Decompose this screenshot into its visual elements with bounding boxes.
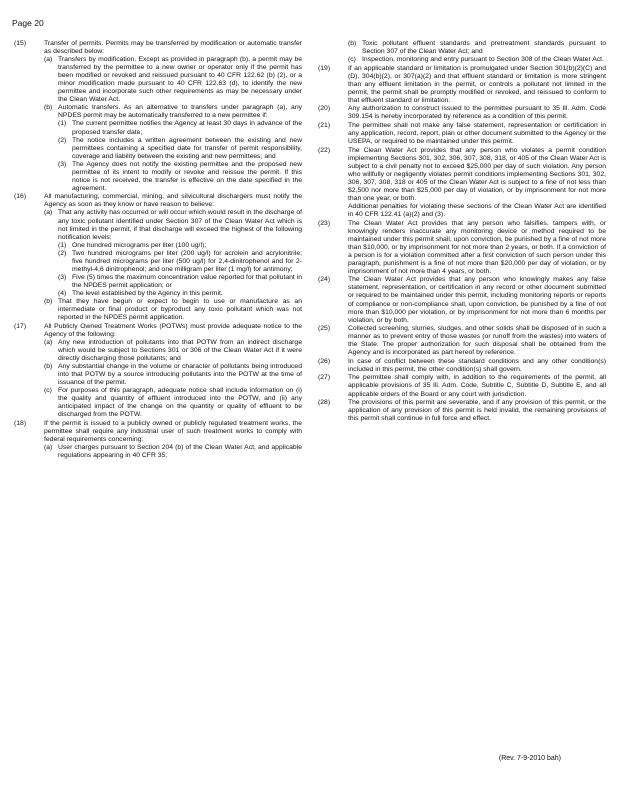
condition-text: The provisions of this permit are severable, and if any provision of this permit, or the application of any provision of this permit is held invalid, the remaining provisions of this permit shall continue in full force and effect. <box>348 399 606 423</box>
condition-number: (19) <box>318 64 331 72</box>
condition-number: (21) <box>318 121 331 129</box>
condition-24 <box>318 276 606 324</box>
condition-text: In case of conflict between these standard conditions and any other condition(s) included in this permit, the other condition(s) shall govern. <box>348 357 606 373</box>
subcondition-16a2 <box>58 250 302 274</box>
sub-text: User charges pursuant to Section 204 (b) of the Clean Water Act, and applicable regulations appearing in 40 CFR 35; <box>58 443 302 459</box>
sub-text: Two hundred micrograms per liter (200 ug/l) for acrolein and acrylonitrile; five hundred micrograms per liter (500 ug/l) for 2,4-dinitrophenol and for 2-methyl-4,6 dinitrophenol; and one milligram per liter (1 mg/l) for antimony; <box>72 249 302 273</box>
condition-number: (17) <box>14 322 27 330</box>
condition-text: The Clean Water Act provides that any person who violates a permit condition implementing Sections 301, 302, 306, 307, 308, 318, or 405 of the Clean Water Act is subject to a civil penalty not to exceed $25,000 per day of such violation. Any person who willfully or negligently violates permit conditions implementing Sections 301, 302, 306, 307, 308, 318 or 405 of the Clean Water Act is subject to a fine of not less than $2,500 nor more than $25,000 per day of violation, or by imprisonment for not more than one year, or both. <box>348 146 606 202</box>
condition-15 <box>14 40 302 193</box>
page-number: Page 20 <box>12 18 44 28</box>
sub-text: Any new introduction of pollutants into that POTW from an indirect discharge which would be subject to Sections 301 or 306 of the Clean Water Act if it were directly discharging those pollutants; and <box>58 338 302 362</box>
condition-number: (26) <box>318 357 331 365</box>
sub-label: (a) <box>44 443 53 451</box>
condition-text: The permittee shall not make any false statement, representation or certification in any application, record, report, plan or other document submitted to the Agency or the USEPA, or required to be maintained under this permit. <box>348 121 606 146</box>
right-column <box>318 40 606 424</box>
condition-text: Transfer of permits. Permits may be transferred by modification or automatic transfer as described below: <box>44 40 302 56</box>
condition-text: All Publicly Owned Treatment Works (POTWs) must provide adequate notice to the Agency of the following: <box>44 322 302 338</box>
condition-text: Any authorization to construct issued to the permittee pursuant to 35 Ill. Adm. Code 309.154 is hereby incorporated by reference as a condition of this permit. <box>348 105 606 121</box>
condition-18-continued <box>318 40 606 64</box>
subcondition-17a <box>44 339 302 363</box>
condition-number: (23) <box>318 219 331 227</box>
sub-text: Inspection, monitoring and entry pursuant to Section 308 of the Clean Water Act. <box>362 56 604 64</box>
sub-text: Toxic pollutant effluent standards and pretreatment standards pursuant to Section 307 of the Clean Water Act; and <box>362 40 606 56</box>
sub-label: (b) <box>44 298 53 305</box>
sub-text: Any substantial change in the volume or character of pollutants being introduced into that POTW by a source introducing pollutants into the POTW at the time of issuance of the permit. <box>58 362 302 386</box>
sub-text: Transfers by modification. Except as provided in paragraph (b), a permit may be transferred by the permittee to a new owner or operator only if the permit has been modified or revoked and reissued pursuant to 40 CFR 122.62 (b) (2), or a minor modification made pursuant to 40 CFR 122.63 (d), to identify the new permittee and incorporate such other requirements as may be necessary under the Clean Water Act. <box>58 56 302 104</box>
condition-number: (27) <box>318 374 331 382</box>
sub-text: That they have begun or expect to begin to use or manufacture as an intermediate or final product or byproduct any toxic pollutant which was not reported in the NPDES permit application. <box>58 298 302 322</box>
condition-number: (28) <box>318 399 331 407</box>
condition-text: The Clean Water Act provides that any person who falsifies, tampers with, or knowingly renders inaccurate any monitoring device or method required to be maintained under this permit shall, upon conviction, be punished by a fine of not more than $10,000, or by imprisonment for not more than 2 years, or both. If a conviction of a person is for a violation committed after a first conviction of such person under this paragraph, punishment is a fine of not more than $20,000 per day of violation, or by imprisonment of not more than 4 years, or both. <box>348 219 606 275</box>
condition-text: All manufacturing, commercial, mining, and silvicultural dischargers must notify the Agency as soon as they know or have reason to believe: <box>44 193 302 209</box>
condition-26 <box>318 358 606 374</box>
subcondition-17b <box>44 363 302 387</box>
subcondition-18a <box>44 444 302 460</box>
condition-20 <box>318 105 606 121</box>
sub-text: Five (5) times the maximum concentration value reported for that pollutant in the NPDES permit application; or <box>72 273 302 289</box>
sub-text: That any activity has occurred or will occur which would result in the discharge of any toxic pollutant identified under Section 307 of the Clean Water Act which is not limited in the permit, if that discharge will exceed the highest of the following notification levels: <box>58 209 302 241</box>
condition-text: The permittee shall comply with, in addition to the requirements of the permit, all applicable provisions of 35 Ill. Adm. Code, Subtitle C, Subtitle D, Subtitle E, and all applicable orders of the Board or any court with jurisdiction. <box>348 374 606 398</box>
condition-17 <box>14 323 302 420</box>
condition-23 <box>318 220 606 276</box>
revision-footer: (Rev. 7-9-2010 bah) <box>498 755 561 762</box>
condition-28 <box>318 399 606 423</box>
sub-label: (a) <box>44 56 53 64</box>
sub-text: The current permittee notifies the Agency at least 30 days in advance of the proposed transfer date; <box>72 120 302 136</box>
sub-label: (c) <box>348 56 356 64</box>
sub-label: (b) <box>44 104 53 112</box>
sub-label: (b) <box>44 362 53 370</box>
subcondition-16b <box>44 298 302 322</box>
subcondition-15b2 <box>58 137 302 161</box>
sub-label: (a) <box>44 338 53 346</box>
subcondition-15b1 <box>58 120 302 136</box>
condition-text: The Clean Water Act provides that any person who knowingly makes any false statement, representation, or certification in any record or other document submitted or required to be maintained under this permit, including monitoring reports or reports of compliance or non-compliance shall, upon conviction, be punished by a fine of not more than $10,000 per violation, or by imprisonment for not more than 6 months per violation, or by both. <box>348 276 606 324</box>
sub-label: (1) <box>58 241 67 249</box>
condition-text: If an applicable standard or limitation is promulgated under Section 301(b)(2)(C) and (D), 304(b)(2), or 307(a)(2) and that effluent standard or limitation is more stringent than any effluent limitation in the permit, or controls a pollutant not limited in the permit, the permit shall be promptly modified or revoked, and reissued to conform to that effluent standard or limitation. <box>348 64 606 104</box>
sub-label: (c) <box>44 387 52 395</box>
condition-number: (15) <box>14 40 27 47</box>
sub-label: (1) <box>58 120 67 128</box>
condition-27 <box>318 374 606 398</box>
condition-number: (22) <box>318 146 331 154</box>
subcondition-15b <box>44 104 302 193</box>
sub-label: (3) <box>58 273 67 281</box>
condition-number: (16) <box>14 193 27 201</box>
condition-25 <box>318 325 606 357</box>
sub-label: (4) <box>58 289 67 297</box>
condition-text: If the permit is issued to a publicly owned or publicly regulated treatment works, the permittee shall require any industrial user of such treatment works to comply with federal requirements concerning: <box>44 419 302 443</box>
sub-label: (2) <box>58 249 67 257</box>
condition-number: (25) <box>318 325 331 333</box>
condition-19 <box>318 65 606 105</box>
sub-text: For purposes of this paragraph, adequate notice shall include information on (i) the quality and quantity of effluent introduced into the POTW, and (ii) any anticipated impact of the change on the quantity or quality of effluent to be discharged from the POTW. <box>58 387 302 419</box>
left-column <box>14 40 302 460</box>
sub-text: Automatic transfers. As an alternative to transfers under paragraph (a), any NPDES permit may be automatically transferred to a new permittee if: <box>58 104 302 120</box>
sub-text: One hundred micrograms per liter (100 ug/l); <box>72 241 207 249</box>
condition-note: Additional penalties for violating these sections of the Clean Water Act are identified in 40 CFR 122.41 (a)(2) and (3). <box>348 202 606 218</box>
condition-21 <box>318 122 606 146</box>
sub-label: (a) <box>44 209 53 217</box>
condition-16 <box>14 193 302 322</box>
subcondition-15b3 <box>58 161 302 193</box>
subcondition-18b <box>348 40 606 56</box>
subcondition-15a <box>44 56 302 104</box>
subcondition-18c <box>348 56 606 64</box>
subcondition-16a4 <box>58 290 302 298</box>
sub-text: The Agency does not notify the existing permittee and the proposed new permittee of its intent to modify or revoke and reissue the permit. If this notice is not received, the transfer is effective on the date specified in the agreement. <box>72 160 302 192</box>
sub-text: The level established by the Agency in this permit. <box>72 289 223 297</box>
sub-label: (2) <box>58 136 67 144</box>
condition-18 <box>14 420 302 460</box>
condition-text: Collected screening, slurries, sludges, and other solids shall be disposed of in such a manner as to prevent entry of those wastes (or runoff from the wastes) into waters of the State. The proper authorization for such disposal shall be obtained from the Agency and is incorporated as part hereof by reference. <box>348 325 606 357</box>
condition-22 <box>318 147 606 219</box>
sub-label: (b) <box>348 40 357 47</box>
subcondition-16a3 <box>58 274 302 290</box>
subcondition-17c <box>44 387 302 419</box>
sub-text: The notice includes a written agreement between the existing and new permittees containing a specified date for transfer of permit responsibility, coverage and liability between the existing and new permittees; and <box>72 136 302 160</box>
condition-number: (24) <box>318 276 331 284</box>
subcondition-16a1 <box>58 242 302 250</box>
subcondition-16a <box>44 209 302 298</box>
condition-number: (20) <box>318 105 331 113</box>
condition-number: (18) <box>14 419 27 427</box>
sub-label: (3) <box>58 160 67 168</box>
